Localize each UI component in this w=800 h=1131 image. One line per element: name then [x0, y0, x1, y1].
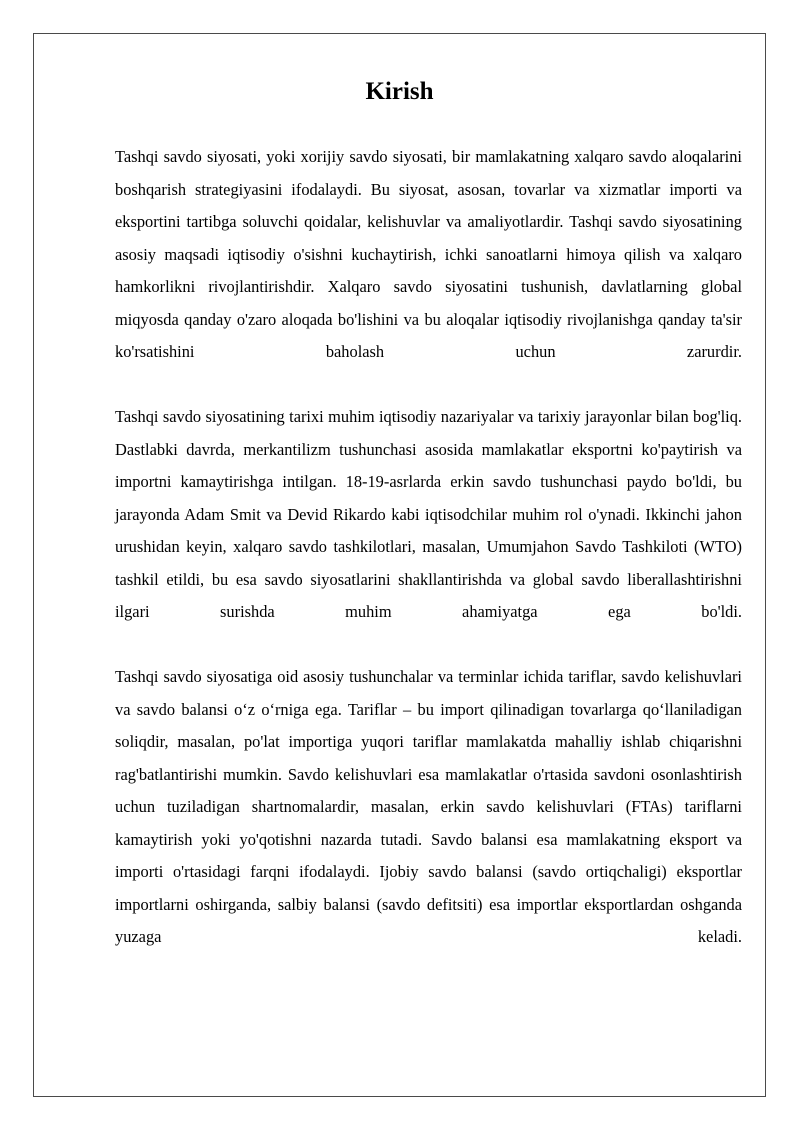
paragraph-intro: Tashqi savdo siyosati, yoki xorijiy savdo siyosati, bir mamlakatning xalqaro savdo aloqalarini boshqarish strategiyasini ifodalaydi. Bu siyosat, asosan, tovarlar va xizmatlar importi va eksportini tartibga soluvchi qoidalar, kelishuvlar va amaliyotlardir. Tashqi savdo siyosatining asosiy maqsadi iqtisodiy o'sishni kuchaytirish, ichki sanoatlarni himoya qilish va xalqaro hamkorlikni rivojlantirishdir. Xalqaro savdo siyosatini tushunish, davlatlarning global miqyosda qanday o'zaro aloqada bo'lishini va bu aloqalar iqtisodiy rivojlanishga qanday ta'sir ko'rsatishini baholash uchun zarurdir.: [115, 147, 742, 361]
paragraph-history: Tashqi savdo siyosatining tarixi muhim iqtisodiy nazariyalar va tarixiy jarayonlar bilan bog'liq. Dastlabki davrda, merkantilizm tushunchasi asosida mamlakatlar eksportni ko'paytirish va importni kamaytirishga intilgan. 18-19-asrlarda erkin savdo tushunchasi paydo bo'ldi, bu jarayonda Adam Smit va Devid Rikardo kabi iqtisodchilar muhim rol o'ynadi. Ikkinchi jahon urushidan keyin, xalqaro savdo tashkilotlari, masalan, Umumjahon Savdo Tashkiloti (WTO) tashkil etildi, bu esa savdo siyosatlarini shakllantirishda va global savdo liberallashtirishni ilgari surishda muhim ahamiyatga ega bo'ldi.: [115, 407, 742, 621]
document-body: [115, 141, 742, 986]
document-title: Kirish: [365, 78, 434, 105]
paragraph-concepts: Tashqi savdo siyosatiga oid asosiy tushunchalar va terminlar ichida tariflar, savdo kelishuvlari va savdo balansi o‘z o‘rniga ega. Tariflar – bu import qilinadigan tovarlarga qo‘llaniladigan soliqdir, masalan, po'lat importiga yuqori tariflar mamlakatda mahalliy ishlab chiqarishni rag'batlantirishi mumkin. Savdo kelishuvlari esa mamlakatlar o'rtasida savdoni osonlashtirish uchun tuziladigan shartnomalardir, masalan, erkin savdo kelishuvlari (FTAs) tariflarni kamaytirish yoki yo'qotishni nazarda tutadi. Savdo balansi esa mamlakatning eksport va importi o'rtasidagi farqni ifodalaydi. Ijobiy savdo balansi (savdo ortiqchaligi) eksportlar importlarni oshirganda, salbiy balansi (savdo defitsiti) esa importlar eksportlardan oshganda yuzaga keladi.: [115, 667, 742, 946]
